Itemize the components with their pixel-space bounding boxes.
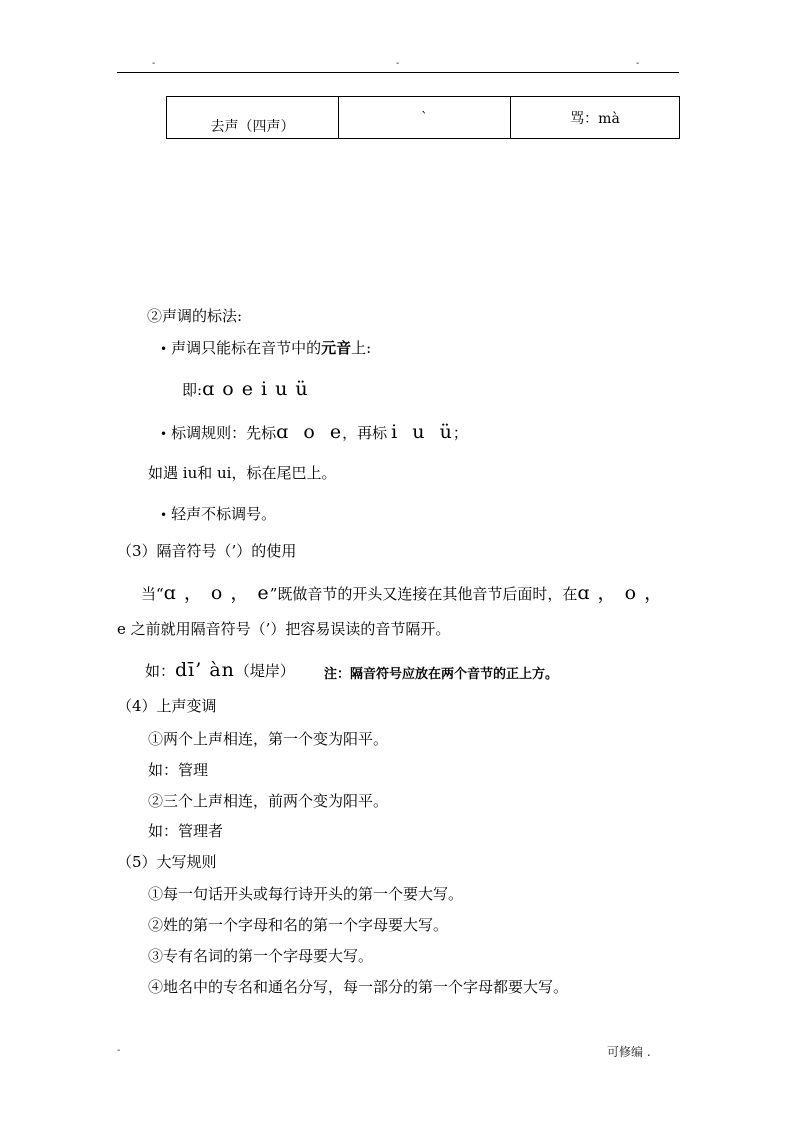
capitalization-rule-2: ②姓的第一个字母和名的第一个字母要大写。 [148, 916, 449, 934]
sandhi-rule-1: ①两个上声相连，第一个变为阳平。 [148, 730, 389, 748]
tone-marking-title: ②声调的标法: [147, 307, 243, 325]
table-row [167, 97, 680, 139]
footer-mark-left: - [117, 1045, 121, 1056]
header-mark-center: - [396, 58, 400, 69]
vowel-emphasis: 元音 [321, 339, 352, 357]
capitalization-rule-3: ③专有名词的第一个字母要大写。 [148, 947, 374, 965]
sandhi-rule-2: ②三个上声相连，前两个变为阳平。 [148, 792, 389, 810]
sandhi-example-1: 如：管理 [148, 761, 209, 779]
tone-rule-2: • 标调规则：先标ɑ o e，再标 i u ü； [160, 421, 468, 443]
tone-rule-1: • 声调只能标在音节中的元音上: [160, 339, 372, 357]
separator-rule-line1: 当“ɑ ， o ， e”既做音节的开头又连接在其他音节后面时，在ɑ ， o ， [141, 582, 665, 604]
separator-section-title: （3）隔音符号（’）的使用 [117, 542, 297, 560]
third-tone-sandhi-title: （4）上声变调 [117, 697, 217, 715]
tone-example-cell: 骂：mà [511, 97, 680, 139]
capitalization-title: （5）大写规则 [117, 853, 217, 871]
footer-editable-label: 可修编 . [607, 1045, 651, 1059]
bullet-icon: • [160, 342, 168, 356]
tone-table [166, 96, 680, 139]
bullet-icon: • [160, 508, 168, 522]
header-mark-left: - [152, 58, 156, 69]
tone-rule-4: • 轻声不标调号。 [160, 505, 277, 523]
vowel-letters: ɑ o e i u ü [202, 378, 309, 400]
separator-example: 如：dī’ àn（堤岸） [145, 659, 295, 681]
tone-symbol-cell: ˋ [339, 97, 511, 139]
vowel-list: 即:ɑ o e i u ü [182, 378, 309, 400]
header-rule [117, 72, 679, 73]
example-pinyin: dī’ àn [175, 659, 235, 681]
tone-rule-3: 如遇 iu和 ui，标在尾巴上。 [148, 464, 337, 482]
capitalization-rule-4: ④地名中的专名和通名分写，每一部分的第一个字母都要大写。 [148, 978, 569, 996]
separator-rule-line2: e 之前就用隔音符号（’）把容易误读的音节隔开。 [117, 620, 451, 638]
capitalization-rule-1: ①每一句话开头或每行诗开头的第一个要大写。 [148, 885, 464, 903]
bullet-icon: • [160, 427, 168, 441]
header-mark-right: - [636, 58, 640, 69]
sandhi-example-2: 如：管理者 [148, 822, 224, 840]
tone-name-cell: 去声（四声） [167, 97, 339, 139]
separator-note: 注：隔音符号应放在两个音节的正上方。 [324, 667, 559, 682]
